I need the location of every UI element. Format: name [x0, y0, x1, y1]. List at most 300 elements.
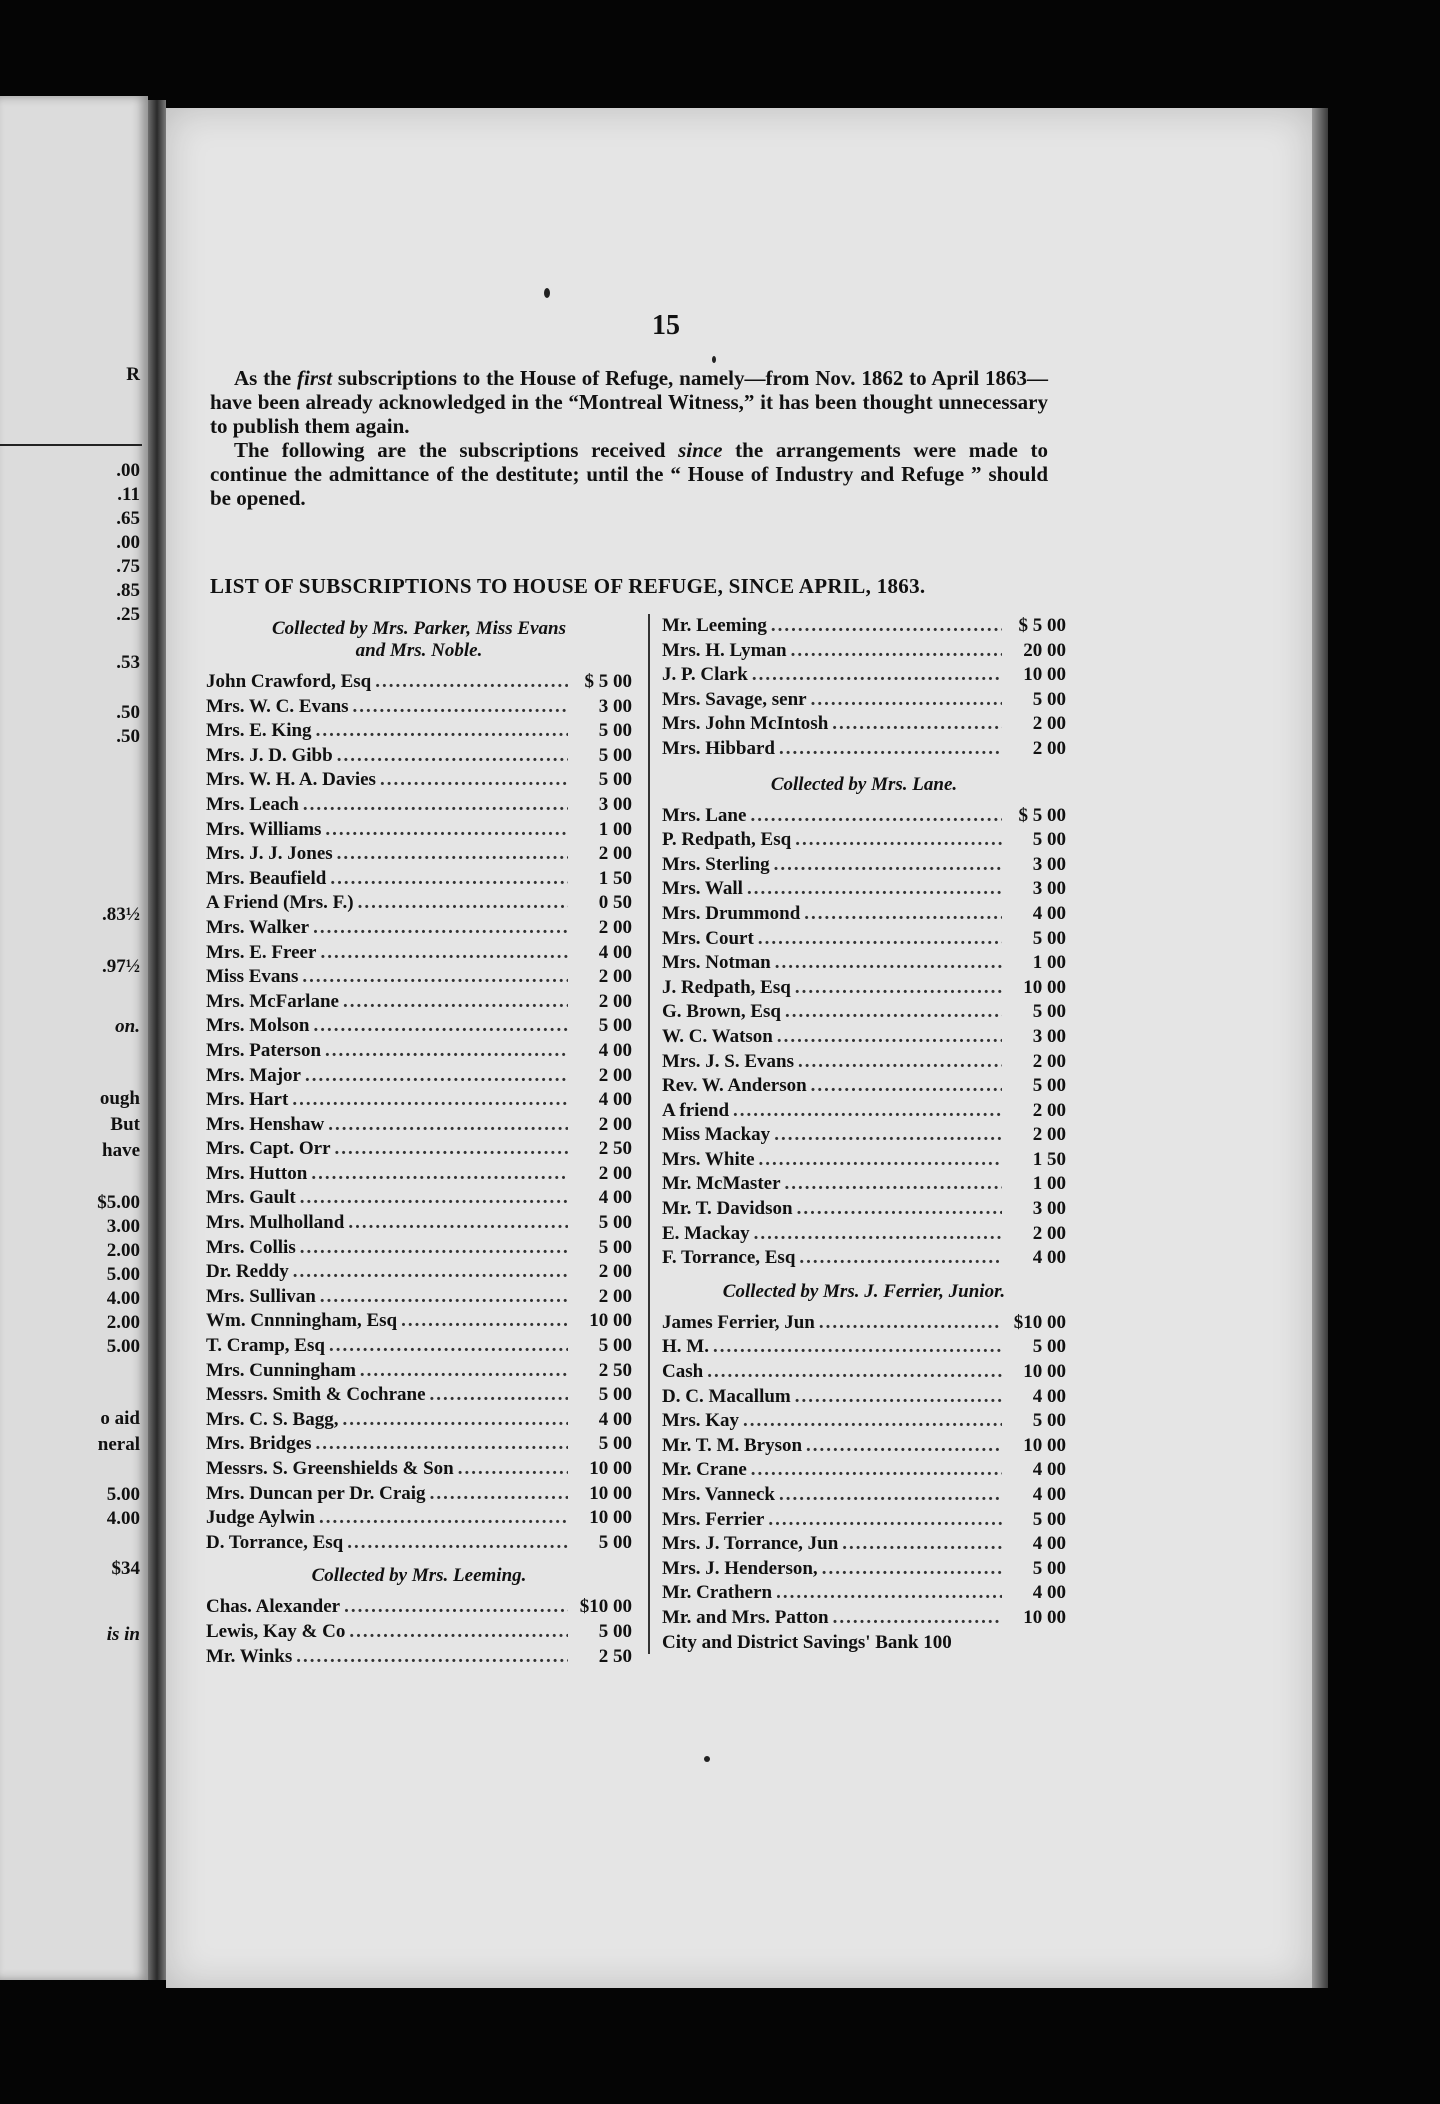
previous-page-edge: [0, 96, 148, 1980]
subscription-amount: 5 00: [598, 1335, 632, 1357]
scan-speck: [712, 356, 716, 363]
list-item: [206, 1359, 632, 1384]
leader-dots: [380, 768, 568, 793]
subscription-amount: 2 00: [1032, 1222, 1066, 1244]
fragment-amount: 2.00: [106, 1240, 140, 1261]
subscription-amount: 3 00: [1032, 1198, 1066, 1220]
subscription-amount: 10 00: [1023, 976, 1066, 998]
subscription-amount: 5 00: [1032, 1410, 1066, 1432]
subscription-amount: 5 00: [598, 1433, 632, 1455]
list-item: [662, 1050, 1066, 1075]
leader-dots: [401, 1309, 568, 1334]
fragment-number: .00: [116, 460, 140, 481]
list-item: [206, 1620, 632, 1645]
subscriber-name: Mrs. Leach: [206, 793, 299, 815]
scan-speck: [544, 288, 550, 298]
fragment-amount: 5.00: [106, 1484, 140, 1505]
list-item: [206, 842, 632, 867]
leader-dots: [325, 1039, 568, 1064]
subscriber-name: Miss Evans: [206, 966, 299, 988]
intro-paragraph-1: [210, 366, 1048, 438]
subscription-amount: 5 00: [598, 1531, 632, 1553]
subscriber-name: Mrs. Major: [206, 1064, 301, 1086]
list-item: [662, 688, 1066, 713]
subscriber-name: Chas. Alexander: [206, 1596, 341, 1618]
subscription-amount: 4 00: [1032, 902, 1066, 924]
fragment-rule: [0, 444, 142, 446]
subscription-amount: 3 00: [598, 793, 632, 815]
list-item: [662, 1360, 1066, 1385]
leader-dots: [842, 1532, 1002, 1557]
fragment-amount: 5.00: [106, 1336, 140, 1357]
subscription-amount: 2 00: [598, 1261, 632, 1283]
subscription-amount: 1 50: [598, 867, 632, 889]
leader-dots: [832, 712, 1002, 737]
subscriber-name: Mr. Winks: [206, 1645, 293, 1667]
list-item: [662, 1385, 1066, 1410]
fragment-amount: 4.00: [106, 1508, 140, 1529]
subscription-amount: 20 00: [1023, 639, 1066, 661]
list-item: [206, 1162, 632, 1187]
list-item: [206, 1064, 632, 1089]
list-item: [206, 916, 632, 941]
list-item: [662, 614, 1066, 639]
subscriber-name: J. P. Clark: [662, 664, 748, 686]
list-item: [206, 744, 632, 769]
subscription-amount: 2 50: [598, 1645, 632, 1667]
subscription-list-ferrier: [662, 1311, 1066, 1631]
leader-dots: [316, 719, 568, 744]
leader-dots: [458, 1457, 568, 1482]
list-item: [662, 1458, 1066, 1483]
fragment-text: neral: [97, 1434, 140, 1455]
subscription-amount: 2 00: [598, 1162, 632, 1184]
leader-dots: [771, 614, 1002, 639]
list-item: [206, 1432, 632, 1457]
left-column: [206, 614, 632, 1669]
subscription-amount: 2 00: [598, 1113, 632, 1135]
subscriber-name: Mrs. Gault: [206, 1187, 296, 1209]
subscriber-name: Mrs. W. H. A. Davies: [206, 769, 376, 791]
leader-dots: [779, 737, 1002, 762]
intro-text-run: As the: [234, 366, 298, 390]
list-item: [662, 1123, 1066, 1148]
leader-dots: [751, 1458, 1002, 1483]
subscription-amount: 5 00: [598, 1236, 632, 1258]
list-item: [662, 1222, 1066, 1247]
list-item: [662, 1025, 1066, 1050]
list-item: [662, 804, 1066, 829]
subscriber-name: Mrs. Hibbard: [662, 737, 775, 759]
subscriber-name: Cash: [662, 1361, 704, 1383]
subscriber-name: Mrs. Capt. Orr: [206, 1138, 331, 1160]
subscriber-name: Mr. Leeming: [662, 615, 767, 636]
leader-dots: [759, 1148, 1002, 1173]
leader-dots: [348, 1211, 568, 1236]
document-page: [166, 108, 1312, 1988]
subscription-amount: 5 00: [598, 1620, 632, 1642]
subscription-list-parker: [206, 670, 632, 1555]
list-item: [206, 1014, 632, 1039]
subscription-amount: 0 50: [598, 892, 632, 914]
list-item: [206, 818, 632, 843]
fragment-number: .97½: [102, 956, 140, 977]
subscription-amount: 4 00: [598, 1187, 632, 1209]
right-column: [662, 614, 1066, 1655]
subscription-amount: 5 00: [598, 720, 632, 742]
subscription-amount: 4 00: [1032, 1459, 1066, 1481]
subscription-amount: $ 5 00: [1018, 804, 1066, 826]
subscriber-name: Mrs. Duncan per Dr. Craig: [206, 1482, 426, 1504]
subscriber-name: Mr. T. Davidson: [662, 1198, 793, 1220]
list-item: [662, 1311, 1066, 1336]
fragment-number: .83½: [102, 904, 140, 925]
list-item: [206, 1595, 632, 1620]
leader-dots: [713, 1335, 1002, 1360]
list-item: [662, 1483, 1066, 1508]
subscriber-name: Mrs. Sterling: [662, 853, 770, 875]
leader-dots: [296, 1645, 568, 1670]
subscription-amount: 4 00: [1032, 1582, 1066, 1604]
leader-dots: [785, 1000, 1002, 1025]
subscriber-name: Mrs. Paterson: [206, 1039, 322, 1061]
list-item: [662, 1099, 1066, 1124]
subscriber-name: J. Redpath, Esq: [662, 976, 791, 998]
subscription-amount: 1 00: [1032, 1173, 1066, 1195]
subscriber-name: Mrs. Court: [662, 927, 754, 949]
list-item: [662, 877, 1066, 902]
list-item: [662, 712, 1066, 737]
leader-dots: [353, 695, 568, 720]
leader-dots: [752, 663, 1002, 688]
subscription-amount: 2 00: [598, 1285, 632, 1307]
subscription-amount: 3 00: [1032, 878, 1066, 900]
list-item: [662, 1434, 1066, 1459]
subscriber-name: John Crawford, Esq: [206, 671, 372, 692]
leader-dots: [313, 1014, 568, 1039]
fragment-number: .85: [116, 580, 140, 601]
leader-dots: [300, 1186, 568, 1211]
list-item: [206, 867, 632, 892]
list-item: [206, 990, 632, 1015]
list-item: [206, 719, 632, 744]
subscription-amount: 2 00: [598, 1064, 632, 1086]
list-item: [662, 1197, 1066, 1222]
fragment-text: ough: [99, 1088, 140, 1109]
leader-dots: [330, 867, 568, 892]
subscriber-name: James Ferrier, Jun: [662, 1311, 815, 1333]
list-item: [662, 1532, 1066, 1557]
subscriber-name: Mrs. Hart: [206, 1089, 289, 1111]
fragment-top-letter: R: [126, 364, 140, 385]
fragment-text: is in: [106, 1624, 140, 1645]
leader-dots: [335, 1137, 568, 1162]
subscriber-name: Messrs. S. Greenshields & Son: [206, 1458, 454, 1479]
subscription-amount: 4 00: [598, 1408, 632, 1430]
list-item: [662, 1557, 1066, 1582]
leader-dots: [811, 688, 1002, 713]
subscription-list-leeming-continued: [662, 614, 1066, 762]
subscriber-name: Mrs. Molson: [206, 1015, 310, 1037]
subscriber-name: Mrs. White: [662, 1148, 755, 1170]
intro-text-run: The following are the subscriptions received: [234, 438, 679, 462]
section-heading: Collected by Mrs. J. Ferrier, Junior.: [722, 1280, 1006, 1302]
list-item: [662, 1246, 1066, 1271]
list-item: [662, 1335, 1066, 1360]
subscriber-name: Mrs. Bridges: [206, 1433, 312, 1455]
subscription-amount: 10 00: [1023, 1434, 1066, 1456]
intro-emphasis: first: [297, 366, 333, 390]
leader-dots: [795, 828, 1002, 853]
subscriber-name: Mrs. Sullivan: [206, 1285, 316, 1307]
list-title: LIST OF SUBSCRIPTIONS TO HOUSE OF REFUGE, SINCE APRIL, 1863.: [210, 574, 926, 598]
list-item: [206, 1088, 632, 1113]
leader-dots: [300, 1236, 568, 1261]
page-number: 15: [652, 310, 680, 341]
fragment-number: .65: [116, 508, 140, 529]
list-item: [206, 670, 632, 695]
leader-dots: [750, 804, 1002, 829]
list-item: [206, 1645, 632, 1670]
subscriber-name: D. C. Macallum: [662, 1385, 791, 1407]
subscription-amount: 2 50: [598, 1138, 632, 1160]
fragment-amount: 4.00: [106, 1288, 140, 1309]
subscription-amount: 3 00: [1032, 1025, 1066, 1047]
list-item: [206, 1334, 632, 1359]
subscriber-name: Mrs. J. J. Jones: [206, 843, 333, 865]
leader-dots: [806, 1434, 1002, 1459]
subscriber-name: T. Cramp, Esq: [206, 1335, 325, 1357]
leader-dots: [320, 1285, 568, 1310]
subscriber-name: Mrs. Kay: [662, 1410, 740, 1432]
section-heading: Collected by Mrs. Leeming.: [311, 1565, 527, 1587]
subscriber-name: Mrs. Lane: [662, 804, 747, 826]
subscriber-name: Mrs. Notman: [662, 952, 771, 974]
subscriber-name: Mrs. Vanneck: [662, 1484, 775, 1505]
leader-dots: [337, 744, 568, 769]
subscriber-name: Mrs. Drummond: [662, 902, 801, 924]
section-heading-line: Collected by Mrs. Parker, Miss Evans: [272, 618, 566, 639]
list-item: [206, 965, 632, 990]
subscription-amount: 2 00: [598, 990, 632, 1012]
leader-dots: [775, 951, 1002, 976]
subscriber-name: D. Torrance, Esq: [206, 1531, 344, 1553]
subscription-amount: 4 00: [598, 1089, 632, 1111]
fragment-number: .53: [116, 652, 140, 673]
list-item: [662, 1172, 1066, 1197]
subscription-amount: 5 00: [598, 744, 632, 766]
list-item: [662, 1000, 1066, 1025]
subscriber-name: Mrs. J. Torrance, Jun: [662, 1533, 839, 1555]
section-heading-line: and Mrs. Noble.: [355, 640, 483, 661]
leader-dots: [791, 639, 1002, 664]
leader-dots: [799, 1246, 1002, 1271]
subscription-amount: 2 00: [1032, 713, 1066, 735]
subscription-amount: 2 00: [598, 843, 632, 865]
scan-speck: [704, 1756, 710, 1762]
subscriber-name: Judge Aylwin: [206, 1507, 315, 1529]
list-item: [206, 1531, 632, 1556]
list-item: [662, 976, 1066, 1001]
subscriber-name: Mrs. Savage, senr: [662, 688, 807, 710]
leader-dots: [305, 1064, 568, 1089]
subscriber-name: Wm. Cnnningham, Esq: [206, 1310, 398, 1332]
subscriber-name: Lewis, Kay & Co: [206, 1620, 346, 1642]
subscription-amount: 2 50: [598, 1359, 632, 1381]
leader-dots: [797, 1197, 1002, 1222]
list-item: [206, 1309, 632, 1334]
leader-dots: [316, 1432, 568, 1457]
subscription-amount: 5 00: [598, 1015, 632, 1037]
subscription-amount: 4 00: [1032, 1385, 1066, 1407]
subscriber-name: Mrs. Henshaw: [206, 1113, 325, 1135]
list-item: [206, 1236, 632, 1261]
subscriber-name: Mrs. Wall: [662, 878, 743, 900]
leader-dots: [785, 1172, 1002, 1197]
list-item: [206, 695, 632, 720]
subscriber-name: Mrs. J. Henderson,: [662, 1557, 818, 1579]
subscription-amount: 5 00: [598, 1212, 632, 1234]
section-heading: Collected by Mrs. Lane.: [770, 773, 958, 795]
list-item: [206, 1383, 632, 1408]
list-item: [662, 853, 1066, 878]
subscriber-name: Mrs. Ferrier: [662, 1508, 765, 1530]
subscription-amount: 10 00: [1023, 1606, 1066, 1628]
list-item: [206, 1482, 632, 1507]
leader-dots: [822, 1557, 1002, 1582]
fragment-number: .11: [117, 484, 140, 505]
list-item: [206, 1260, 632, 1285]
leader-dots: [302, 965, 568, 990]
subscriber-name: Mr. Crane: [662, 1459, 747, 1481]
fragment-text: on.: [115, 1016, 140, 1037]
subscriber-name: A Friend (Mrs. F.): [206, 892, 354, 914]
subscription-amount: 5 00: [1032, 927, 1066, 949]
subscriber-name: E. Mackay: [662, 1222, 750, 1244]
subscription-amount: $ 5 00: [584, 671, 632, 692]
subscription-amount: 10 00: [589, 1310, 632, 1332]
subscriber-name: Mr. and Mrs. Patton: [662, 1606, 829, 1628]
subscription-amount: 10 00: [589, 1507, 632, 1529]
list-item: [206, 1137, 632, 1162]
subscriber-name: Mrs. E. King: [206, 720, 312, 742]
subscriber-name: G. Brown, Esq: [662, 1001, 781, 1023]
leader-dots: [325, 818, 568, 843]
subscription-amount: 4 00: [1032, 1484, 1066, 1505]
fragment-total: $34: [111, 1558, 140, 1579]
list-item: [662, 1409, 1066, 1434]
fragment-number: .00: [116, 532, 140, 553]
leader-dots: [358, 891, 568, 916]
list-item: [662, 1148, 1066, 1173]
list-item: [206, 1457, 632, 1482]
list-item: [206, 1211, 632, 1236]
subscription-amount: 4 00: [1032, 1533, 1066, 1555]
subscriber-name: Dr. Reddy: [206, 1261, 289, 1283]
subscription-amount: 5 00: [598, 1384, 632, 1406]
subscriber-name: A friend: [662, 1099, 730, 1121]
leader-dots: [774, 853, 1002, 878]
subscription-amount: 5 00: [1032, 1075, 1066, 1097]
list-item: [206, 1285, 632, 1310]
leader-dots: [754, 1222, 1002, 1247]
subscriber-name: Mrs. John McIntosh: [662, 713, 829, 735]
fragment-number: .25: [116, 604, 140, 625]
list-item: [662, 1581, 1066, 1606]
subscriber-name: Mrs. Walker: [206, 916, 310, 938]
leader-dots: [342, 1408, 568, 1433]
subscriber-name: Mrs. McFarlane: [206, 990, 339, 1012]
leader-dots: [430, 1482, 568, 1507]
subscriber-name: Mrs. Collis: [206, 1236, 296, 1258]
leader-dots: [776, 1581, 1002, 1606]
subscription-amount: 2 00: [1032, 1099, 1066, 1121]
subscription-amount: 2 00: [598, 916, 632, 938]
leader-dots: [804, 902, 1002, 927]
subscription-amount: 1 00: [1032, 952, 1066, 974]
leader-dots: [343, 990, 568, 1015]
subscription-amount: 2 00: [598, 966, 632, 988]
subscription-amount: 2 00: [1032, 737, 1066, 759]
subscriber-name: Mrs. Cunningham: [206, 1359, 356, 1381]
list-item: [662, 951, 1066, 976]
leader-dots: [337, 842, 568, 867]
subscription-amount: 10 00: [589, 1482, 632, 1504]
intro-paragraph-2: [210, 438, 1048, 510]
subscriber-name: Mrs. Beaufield: [206, 867, 327, 889]
leader-dots: [795, 1385, 1002, 1410]
subscription-amount: 1 00: [598, 818, 632, 840]
list-item: [662, 828, 1066, 853]
leader-dots: [319, 1506, 568, 1531]
leader-dots: [743, 1409, 1002, 1434]
leader-dots: [833, 1606, 1002, 1631]
subscriber-name: Mrs. E. Freer: [206, 941, 317, 963]
subscriber-name: F. Torrance, Esq: [662, 1247, 796, 1269]
fragment-number: .50: [116, 726, 140, 747]
subscriber-name: Mrs. Mulholland: [206, 1212, 345, 1234]
subscription-amount: 4 00: [598, 1039, 632, 1061]
list-item: [662, 737, 1066, 762]
subscriber-name: Mr. Crathern: [662, 1582, 773, 1604]
fragment-amount: 5.00: [106, 1264, 140, 1285]
subscription-list-leeming: [206, 1595, 632, 1669]
list-item: [206, 941, 632, 966]
subscription-amount: $ 5 00: [1018, 615, 1066, 636]
fragment-text: o aid: [100, 1408, 140, 1429]
subscriber-name: Mrs. H. Lyman: [662, 639, 787, 661]
subscriber-name: Mrs. J. S. Evans: [662, 1050, 794, 1072]
leader-dots: [779, 1483, 1002, 1508]
subscriber-name: City and District Savings' Bank 100: [662, 1631, 952, 1653]
fragment-number: .50: [116, 702, 140, 723]
leader-dots: [375, 670, 568, 695]
leader-dots: [320, 941, 568, 966]
subscription-amount: 10 00: [589, 1458, 632, 1479]
subscriber-name: P. Redpath, Esq: [662, 829, 792, 851]
subscriber-name: Messrs. Smith & Cochrane: [206, 1384, 426, 1406]
book-gutter: [148, 100, 166, 1980]
fragment-number: .75: [116, 556, 140, 577]
leader-dots: [758, 927, 1002, 952]
fragment-text: have: [102, 1140, 140, 1161]
leader-dots: [819, 1311, 1002, 1336]
leader-dots: [798, 1050, 1002, 1075]
list-item: [206, 793, 632, 818]
list-item: [206, 1186, 632, 1211]
subscription-amount: $10 00: [579, 1596, 632, 1618]
subscription-amount: 5 00: [1032, 829, 1066, 851]
